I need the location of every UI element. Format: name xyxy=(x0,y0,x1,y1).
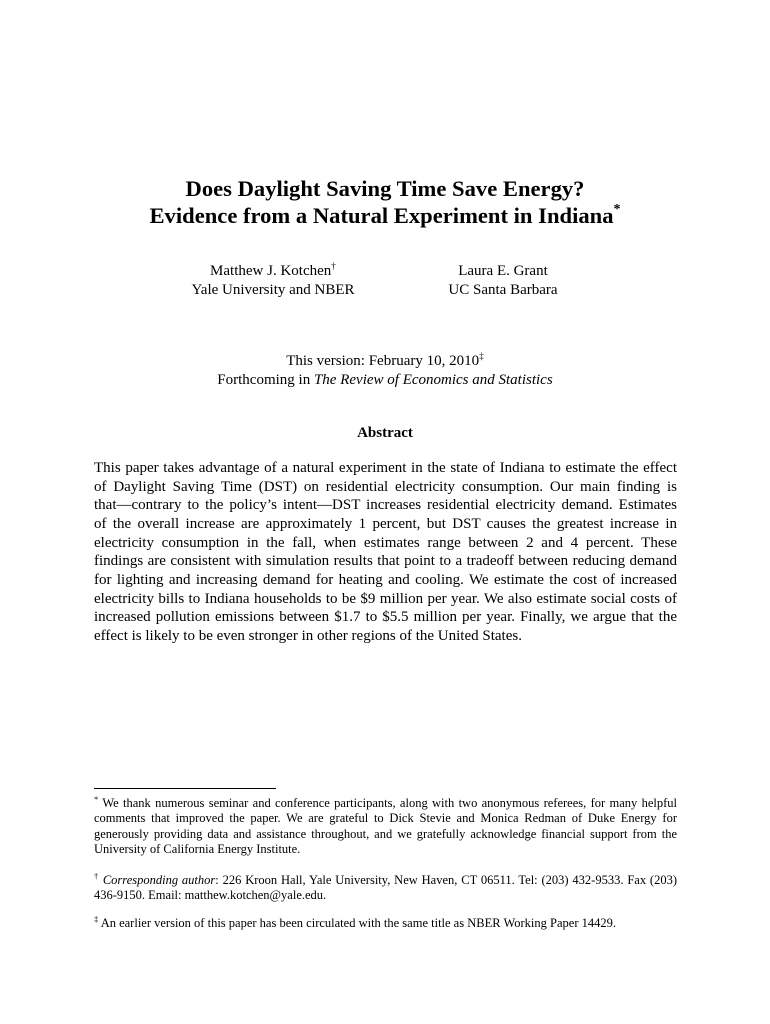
journal-name: The Review of Economics and Statistics xyxy=(313,372,553,388)
footnote-line: comments that improved the paper. We are grateful to Dick Stevie and Monica Redman of Duke Energy for xyxy=(94,811,677,826)
abstract-line: electricity bills to Indiana households to be $9 million per year. We also estimate social costs of xyxy=(94,590,677,607)
title-line-2-text: Evidence from a Natural Experiment in Indiana xyxy=(149,203,614,228)
forthcoming-line xyxy=(0,371,770,390)
title-line-2 xyxy=(0,202,770,229)
abstract-line: of the overall increase are approximately 1 percent, but DST causes the greatest increase in xyxy=(94,516,677,533)
title-line-1: Does Daylight Saving Time Save Energy? xyxy=(185,176,585,201)
footnote-line: 436-9150. Email: matthew.kotchen@yale.edu. xyxy=(94,888,327,903)
author-block-kotchen xyxy=(153,262,393,300)
footnote-label: Corresponding author xyxy=(102,873,216,887)
abstract-line: effect is likely to be even stronger in other regions of the United States. xyxy=(94,628,522,645)
forthcoming-prefix: Forthcoming in xyxy=(217,372,311,388)
footnote-line: generously providing data and assistance throughout, and we gratefully acknowledge financial support from the xyxy=(94,826,677,841)
version-info xyxy=(0,352,770,390)
footnote-mark: * xyxy=(94,794,99,805)
footnote-mark: † xyxy=(94,871,99,882)
abstract-line: that—contrary to the policy’s intent—DST increases residential electricity demand. Estimates xyxy=(94,497,677,514)
footnote-corresponding-author xyxy=(94,873,677,904)
version-date-line xyxy=(0,352,770,371)
abstract-line: of Daylight Saving Time (DST) on residential electricity consumption. Our main finding is xyxy=(94,478,677,495)
version-footnote-mark: ‡ xyxy=(479,351,484,362)
footnote-text: We thank numerous seminar and conference participants, along with two anonymous referees, for many helpful xyxy=(102,796,677,810)
abstract-line: increased pollution emissions between $1.7 to $5.5 million per year. Finally, we argue that the xyxy=(94,609,677,626)
footnote-line: University of California Energy Institute. xyxy=(94,841,301,856)
author-block-grant xyxy=(383,262,623,300)
abstract-heading: Abstract xyxy=(357,425,413,441)
author-name: Laura E. Grant xyxy=(458,263,548,279)
abstract-line: electricity consumption in the fall, when estimates range between 2 and 4 percent. These xyxy=(94,534,677,551)
abstract-line: findings are consistent with simulation results that point to a tradeoff between reducing demand xyxy=(94,553,677,570)
footnote-acknowledgments xyxy=(94,796,677,857)
footnote-text: : 226 Kroon Hall, Yale University, New Haven, CT 06511. Tel: (203) 432-9533. Fax (203) xyxy=(215,873,677,887)
paper-title xyxy=(0,175,770,229)
abstract-line: for lighting and increasing demand for heating and cooling. We estimate the cost of increased xyxy=(94,572,677,589)
author-affiliation: UC Santa Barbara xyxy=(448,282,558,298)
footnote-line xyxy=(94,873,677,888)
version-date: This version: February 10, 2010 xyxy=(286,353,480,369)
footnote-text: An earlier version of this paper has been circulated with the same title as NBER Working Paper 14429. xyxy=(100,916,616,930)
title-footnote-mark: * xyxy=(613,202,621,218)
footnote-earlier-version xyxy=(94,916,677,931)
author-affiliation: Yale University and NBER xyxy=(191,282,355,298)
footnote-line xyxy=(94,796,677,811)
abstract-line: This paper takes advantage of a natural experiment in the state of Indiana to estimate the effect xyxy=(94,460,677,476)
author-name: Matthew J. Kotchen xyxy=(210,263,332,279)
footnote-mark: ‡ xyxy=(94,914,99,925)
footnote-line xyxy=(94,916,677,931)
footnote-separator xyxy=(94,788,276,789)
author-footnote-mark: † xyxy=(331,261,336,272)
abstract-body xyxy=(94,459,677,646)
author-name-line xyxy=(153,262,393,281)
